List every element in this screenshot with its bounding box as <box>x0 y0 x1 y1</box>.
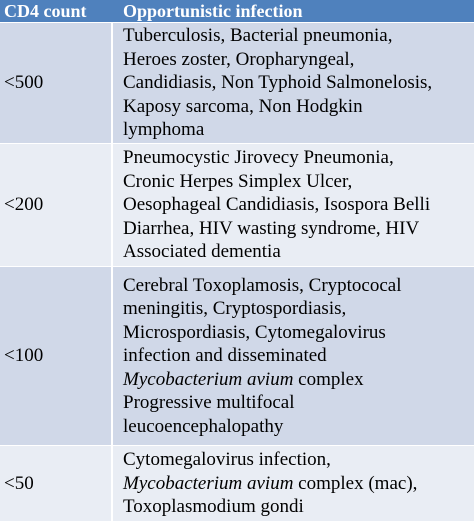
infection-line: meningitis, Cryptospordiasis, <box>123 298 347 320</box>
infection-line: Diarrhea, HIV wasting syndrome, HIV <box>123 217 420 239</box>
header-opportunistic-infection: Opportunistic infection <box>123 1 303 21</box>
infection-cell <box>113 23 474 143</box>
infection-line <box>123 368 474 392</box>
infection-line: Microspordiasis, Cytomegalovirus <box>123 321 386 343</box>
table-header <box>0 0 474 22</box>
infection-line: Cerebral Toxoplamosis, Cryptococal <box>123 274 402 296</box>
infection-line-rest: complex <box>293 368 364 390</box>
infection-line <box>123 472 474 496</box>
infection-line: Progressive multifocal <box>123 392 295 414</box>
infection-line: Cronic Herpes Simplex Ulcer, <box>123 170 353 192</box>
table-row <box>0 445 474 521</box>
infection-line: lymphoma <box>123 119 205 141</box>
infection-line: leucoencephalopathy <box>123 415 284 437</box>
infection-line: Pneumocystic Jirovecy Pneumonia, <box>123 147 394 169</box>
cd4-count-cell: <500 <box>0 23 113 143</box>
table-row <box>0 22 474 143</box>
italic-organism-name: Mycobacterium avium <box>123 368 294 390</box>
table-row <box>0 266 474 445</box>
infection-line: infection and disseminated <box>123 345 327 367</box>
cd4-count-cell: <100 <box>0 267 113 445</box>
infection-line: Candidiasis, Non Typhoid Salmonelosis, <box>123 72 433 94</box>
infection-line: Kaposy sarcoma, Non Hodgkin <box>123 95 363 117</box>
infection-line: Cytomegalovirus infection, <box>123 449 331 471</box>
table-row <box>0 143 474 266</box>
infection-line: Tuberculosis, Bacterial pneumonia, <box>123 25 393 47</box>
infection-line: Oesophageal Candidiasis, Isospora Belli <box>123 194 431 216</box>
infection-line: Toxoplasmodium gondi <box>123 496 304 518</box>
italic-organism-name: Mycobacterium avium <box>123 472 294 494</box>
infection-cell <box>113 267 474 445</box>
cd4-count-cell: <200 <box>0 144 113 266</box>
infection-line-rest: complex (mac), <box>293 472 418 494</box>
cd4-count-cell: <50 <box>0 446 113 521</box>
infection-line: Heroes zoster, Oropharyngeal, <box>123 48 355 70</box>
infection-line: Associated dementia <box>123 241 281 263</box>
infection-cell <box>113 446 474 521</box>
header-cd4-count: CD4 count <box>4 1 87 21</box>
infection-cell <box>113 144 474 266</box>
